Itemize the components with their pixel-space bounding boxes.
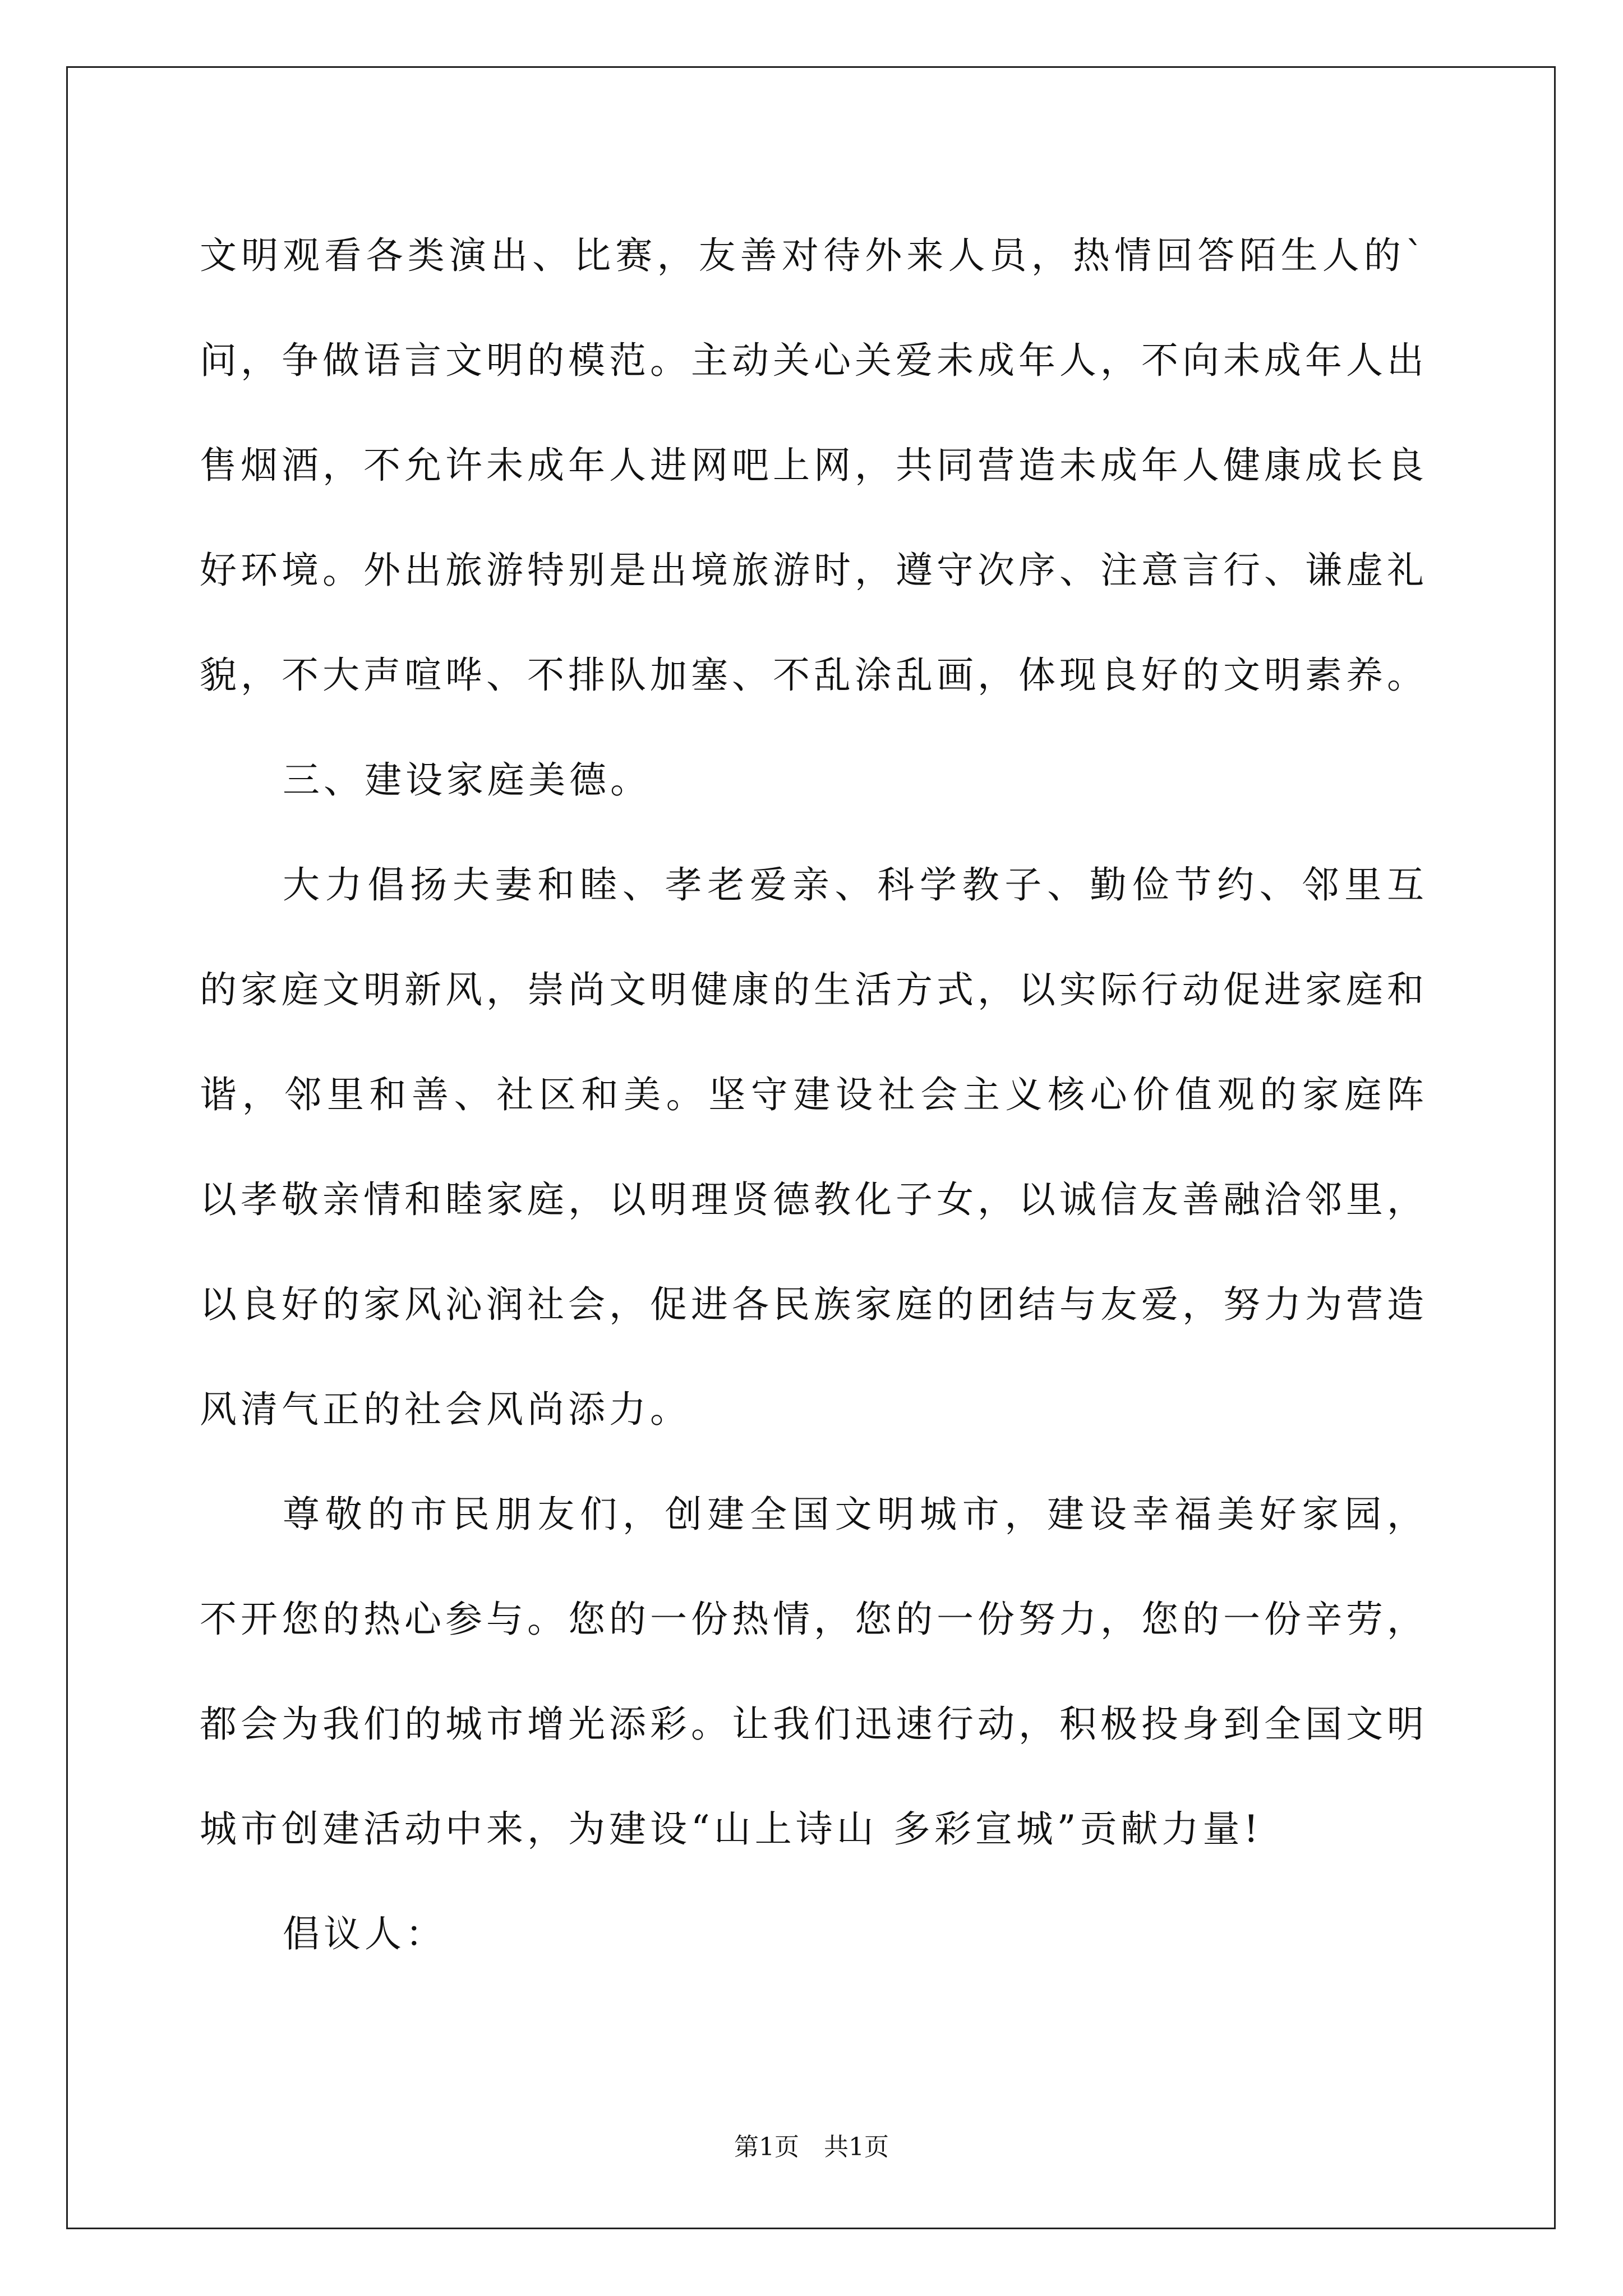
text-line: 大力倡扬夫妻和睦、孝老爱亲、科学教子、勤俭节约、邻里互 bbox=[283, 863, 1428, 907]
document-body bbox=[200, 203, 1428, 1986]
text-line: 售烟酒，不允许未成年人进网吧上网，共同营造未成年人健康成长良 bbox=[200, 444, 1428, 487]
page-footer: 第1页 共1页 bbox=[734, 2133, 889, 2161]
text-line: 城市创建活动中来，为建设“山上诗山 多彩宣城”贡献力量! bbox=[200, 1807, 1262, 1851]
text-line: 谐，邻里和善、社区和美。坚守建设社会主义核心价值观的家庭阵 bbox=[200, 1073, 1428, 1116]
text-line: 问，争做语言文明的模范。主动关心关爱未成年人，不向未成年人出 bbox=[200, 339, 1428, 382]
text-line: 貌，不大声喧哗、不排队加塞、不乱涂乱画，体现良好的文明素养。 bbox=[200, 654, 1428, 697]
text-line: 以良好的家风沁润社会，促进各民族家庭的团结与友爱，努力为营造 bbox=[200, 1283, 1428, 1326]
text-line: 的家庭文明新风，崇尚文明健康的生活方式，以实际行动促进家庭和 bbox=[200, 968, 1428, 1011]
signature-label: 倡议人： bbox=[283, 1912, 446, 1955]
text-line: 风清气正的社会风尚添力。 bbox=[200, 1388, 691, 1431]
section-heading: 三、建设家庭美德。 bbox=[283, 758, 651, 802]
text-line: 文明观看各类演出、比赛，友善对待外来人员，热情回答陌生人的` bbox=[200, 234, 1428, 277]
text-line: 尊敬的市民朋友们，创建全国文明城市，建设幸福美好家园， bbox=[283, 1493, 1428, 1536]
text-line: 以孝敬亲情和睦家庭，以明理贤德教化子女，以诚信友善融洽邻里， bbox=[200, 1178, 1428, 1221]
text-line: 好环境。外出旅游特别是出境旅游时，遵守次序、注意言行、谦虚礼 bbox=[200, 549, 1428, 592]
text-line: 都会为我们的城市增光添彩。让我们迅速行动，积极投身到全国文明 bbox=[200, 1703, 1428, 1746]
text-line: 不开您的热心参与。您的一份热情，您的一份努力，您的一份辛劳， bbox=[200, 1598, 1428, 1641]
